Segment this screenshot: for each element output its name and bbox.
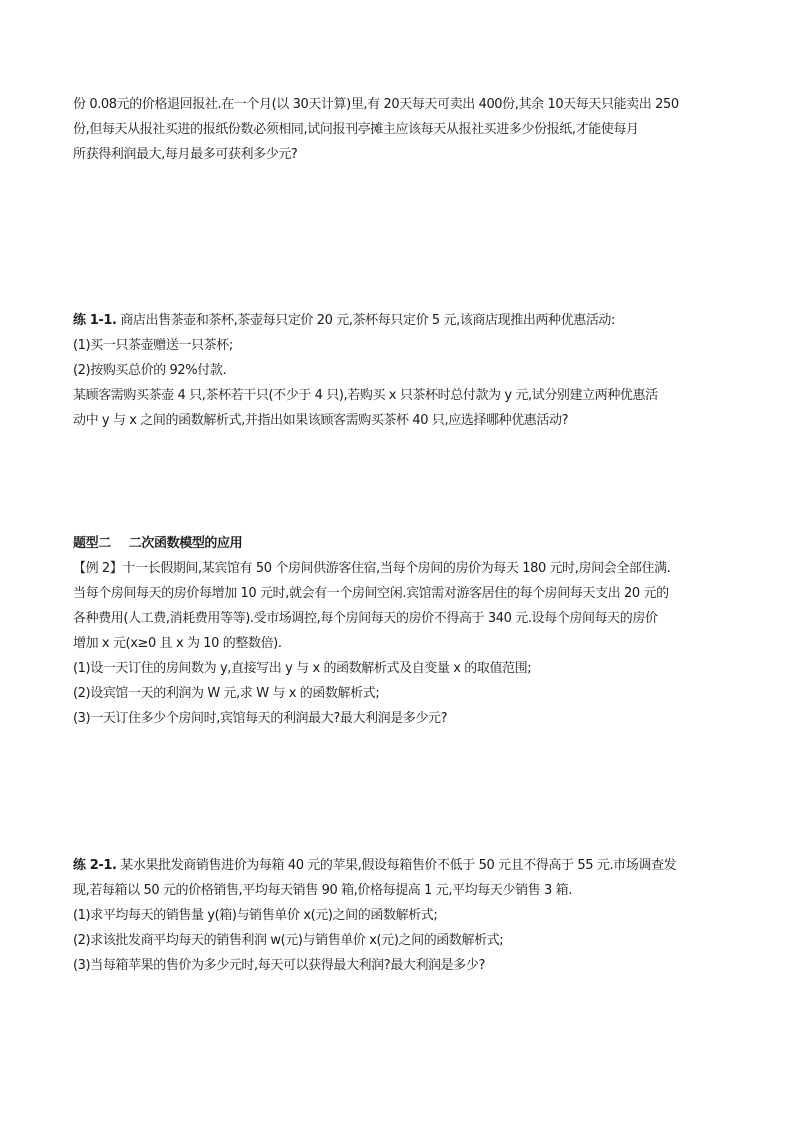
text-line: 某顾客需购买茶壶 4 只,茶杯若干只(不少于 4 只),若购买 x 只茶杯时总付款为 y 元,试分别建立两种优惠活 xyxy=(73,388,658,403)
exercise-text: 某水果批发商销售进价为每箱 40 元的苹果,假设每箱售价不低于 50 元且不得高于 55 元.市场调查发 xyxy=(116,858,677,873)
exercise-1-1 xyxy=(73,308,733,433)
exercise-label: 练 2-1. xyxy=(73,858,117,873)
text-line: 份 0.08元的价格退回报社.在一个月(以 30天计算)里,有 20天每天可卖出 400份,其余 10天每天只能卖出 250 xyxy=(73,97,679,112)
text-line: 所获得利润最大,每月最多可获利多少元? xyxy=(73,147,298,162)
text-line: 【例 2】十一长假期间,某宾馆有 50 个房间供游客住宿,当每个房间的房价为每天 180 元时,房间会全部住满. xyxy=(73,561,671,576)
text-line: 当每个房间每天的房价每增加 10 元时,就会有一个房间空闲.宾馆需对游客居住的每个房间每天支出 20 元的 xyxy=(73,586,669,601)
exercise-label: 练 1-1. xyxy=(73,313,117,328)
intro-problem xyxy=(73,92,733,167)
text-line: (3)一天订住多少个房间时,宾馆每天的利润最大?最大利润是多少元? xyxy=(73,711,448,726)
section-title: 二次函数模型的应用 xyxy=(128,536,243,551)
exercise-text: 商店出售茶壶和茶杯,茶壶每只定价 20 元,茶杯每只定价 5 元,该商店现推出两种优惠活动: xyxy=(116,313,616,328)
text-line: 各种费用(人工费,消耗费用等等).受市场调控,每个房间每天的房价不得高于 340 元.设每个房间每天的房价 xyxy=(73,611,658,626)
text-line: 增加 x 元(x≥0 且 x 为 10 的整数倍). xyxy=(73,636,282,651)
exercise-2-1 xyxy=(73,853,733,978)
text-line: (3)当每箱苹果的售价为多少元时,每天可以获得最大利润?最大利润是多少? xyxy=(73,958,485,973)
text-line: (2)按购买总价的 92%付款. xyxy=(73,363,227,378)
text-line: 动中 y 与 x 之间的函数解析式,并指出如果该顾客需购买茶杯 40 只,应选择哪种优惠活动? xyxy=(73,413,569,428)
text-line: (2)求该批发商平均每天的销售利润 w(元)与销售单价 x(元)之间的函数解析式; xyxy=(73,933,504,948)
example-2 xyxy=(73,556,733,731)
exercise-2-1-first-line xyxy=(73,853,733,878)
text-line: (1)买一只茶壶赠送一只茶杯; xyxy=(73,338,233,353)
text-line: (1)设一天订住的房间数为 y,直接写出 y 与 x 的函数解析式及自变量 x 的取值范围; xyxy=(73,661,532,676)
section-type-label: 题型二 xyxy=(73,536,111,551)
text-line: (1)求平均每天的销售量 y(箱)与销售单价 x(元)之间的函数解析式; xyxy=(73,908,438,923)
section-heading xyxy=(73,531,733,556)
exercise-1-1-first-line xyxy=(73,308,733,333)
text-line: (2)设宾馆一天的利润为 W 元,求 W 与 x 的函数解析式; xyxy=(73,686,380,701)
text-line: 份,但每天从报社买进的报纸份数必须相同,试问报刊亭摊主应该每天从报社买进多少份报纸,才能使每月 xyxy=(73,122,639,137)
section-2 xyxy=(73,531,733,556)
text-line: 现,若每箱以 50 元的价格销售,平均每天销售 90 箱,价格每提高 1 元,平均每天少销售 3 箱. xyxy=(73,883,572,898)
